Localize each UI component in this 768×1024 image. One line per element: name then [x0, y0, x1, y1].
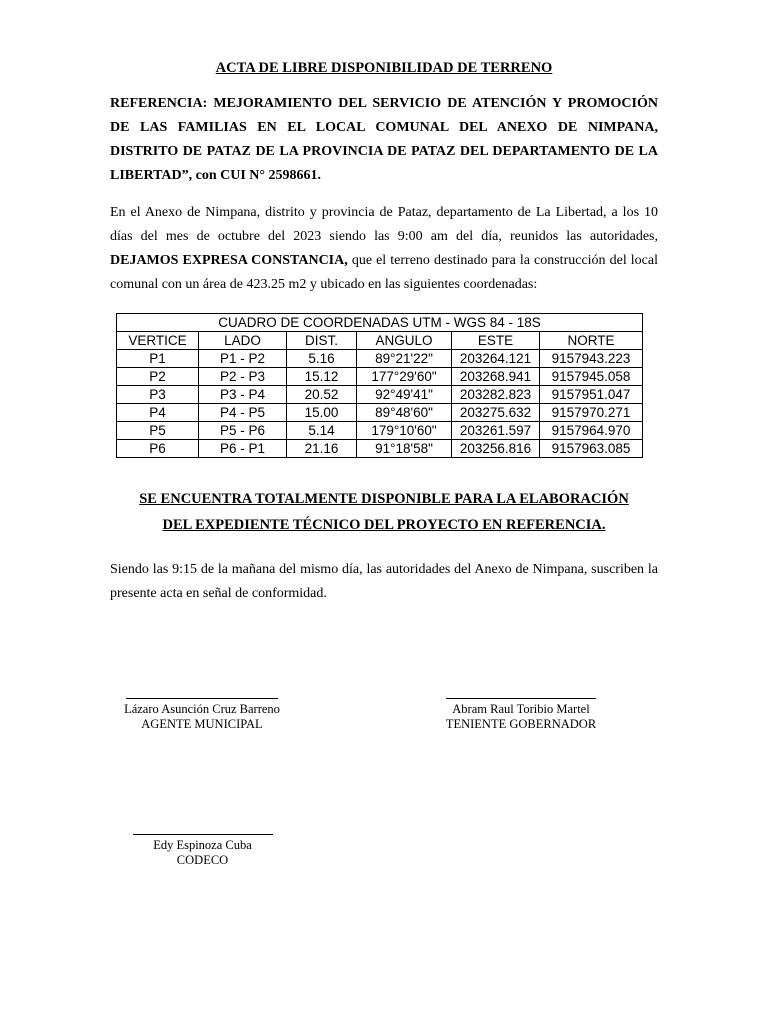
signatory-role: TENIENTE GOBERNADOR [445, 717, 597, 731]
cell-angulo: 89°21'22" [357, 350, 452, 368]
cell-lado: P5 - P6 [199, 422, 287, 440]
cell-este: 203282.823 [452, 386, 540, 404]
cell-dist: 20.52 [287, 386, 357, 404]
cell-este: 203275.632 [452, 404, 540, 422]
cell-lado: P1 - P2 [199, 350, 287, 368]
cell-vertice: P5 [117, 422, 199, 440]
signatory-role: CODECO [176, 853, 229, 867]
signature-codeco [120, 834, 285, 868]
cell-angulo: 179°10'60" [357, 422, 452, 440]
table-caption-row [117, 314, 643, 332]
cell-vertice: P2 [117, 368, 199, 386]
intro-text-continued: que el terreno destinado para la construcción del local comunal con un área de 423.25 m2 y ubicado en las siguientes coordenadas: [110, 253, 659, 292]
closing-paragraph: Siendo las 9:15 de la mañana del mismo día, las autoridades del Anexo de Nimpana, suscriben la presente acta en señal de conformidad. [110, 562, 658, 601]
cell-lado: P3 - P4 [199, 386, 287, 404]
coordinates-table [116, 313, 643, 458]
table-row [117, 404, 643, 422]
cell-este: 203261.597 [452, 422, 540, 440]
header-lado: LADO [199, 332, 287, 350]
intro-paragraph [110, 201, 658, 297]
signatory-name: Abram Raul Toribio Martel [452, 702, 590, 716]
table-caption: CUADRO DE COORDENADAS UTM - WGS 84 - 18S [117, 314, 643, 332]
cell-este: 203264.121 [452, 350, 540, 368]
cell-angulo: 177°29'60" [357, 368, 452, 386]
cell-angulo: 89°48'60" [357, 404, 452, 422]
cell-dist: 5.16 [287, 350, 357, 368]
signatory-name: Lázaro Asunción Cruz Barreno [124, 702, 280, 716]
table-row [117, 440, 643, 458]
signature-line [133, 834, 273, 835]
table-row [117, 350, 643, 368]
signature-line [126, 698, 278, 699]
cell-norte: 9157951.047 [540, 386, 643, 404]
cell-vertice: P1 [117, 350, 199, 368]
cell-norte: 9157963.085 [540, 440, 643, 458]
availability-line: DEL EXPEDIENTE TÉCNICO DEL PROYECTO EN REFERENCIA. [162, 517, 606, 533]
intro-text: En el Anexo de Nimpana, distrito y provincia de Pataz, departamento de La Libertad, a los 10 días del mes de octubre del 2023 siendo las 9:00 am del día, reunidos las autoridades, [110, 205, 658, 244]
cell-norte: 9157964.970 [540, 422, 643, 440]
signature-agente-municipal [112, 698, 292, 732]
cell-norte: 9157945.058 [540, 368, 643, 386]
cell-este: 203256.816 [452, 440, 540, 458]
header-dist: DIST. [287, 332, 357, 350]
cell-dist: 15.12 [287, 368, 357, 386]
cell-lado: P6 - P1 [199, 440, 287, 458]
cell-dist: 21.16 [287, 440, 357, 458]
header-norte: NORTE [540, 332, 643, 350]
cell-lado: P2 - P3 [199, 368, 287, 386]
signatory-name: Edy Espinoza Cuba [153, 838, 252, 852]
table-row [117, 422, 643, 440]
cell-angulo: 92°49'41" [357, 386, 452, 404]
cell-angulo: 91°18'58" [357, 440, 452, 458]
cell-dist: 15.00 [287, 404, 357, 422]
table-row [117, 386, 643, 404]
cell-vertice: P3 [117, 386, 199, 404]
cell-vertice: P6 [117, 440, 199, 458]
header-este: ESTE [452, 332, 540, 350]
signature-teniente-gobernador [430, 698, 612, 732]
table-header-row [117, 332, 643, 350]
reference-block: REFERENCIA: MEJORAMIENTO DEL SERVICIO DE ATENCIÓN Y PROMOCIÓN DE LAS FAMILIAS EN EL LOCAL COMUNAL DEL ANEXO DE NIMPANA, DISTRITO DE PATAZ DE LA PROVINCIA DE PATAZ DEL DEPARTAMENTO DE LA LIBERTAD”, con CUI N° 2598661. [110, 96, 658, 183]
cell-lado: P4 - P5 [199, 404, 287, 422]
table-row [117, 368, 643, 386]
signature-line [446, 698, 596, 699]
header-angulo: ANGULO [357, 332, 452, 350]
document-title: ACTA DE LIBRE DISPONIBILIDAD DE TERRENO [215, 60, 553, 76]
cell-este: 203268.941 [452, 368, 540, 386]
signatory-role: AGENTE MUNICIPAL [141, 717, 263, 731]
cell-vertice: P4 [117, 404, 199, 422]
cell-dist: 5.14 [287, 422, 357, 440]
cell-norte: 9157943.223 [540, 350, 643, 368]
availability-statement [0, 486, 768, 538]
header-vertice: VERTICE [117, 332, 199, 350]
cell-norte: 9157970.271 [540, 404, 643, 422]
availability-line: SE ENCUENTRA TOTALMENTE DISPONIBLE PARA LA ELABORACIÓN [139, 491, 629, 507]
constancia-emphasis: DEJAMOS EXPRESA CONSTANCIA, [110, 253, 348, 268]
